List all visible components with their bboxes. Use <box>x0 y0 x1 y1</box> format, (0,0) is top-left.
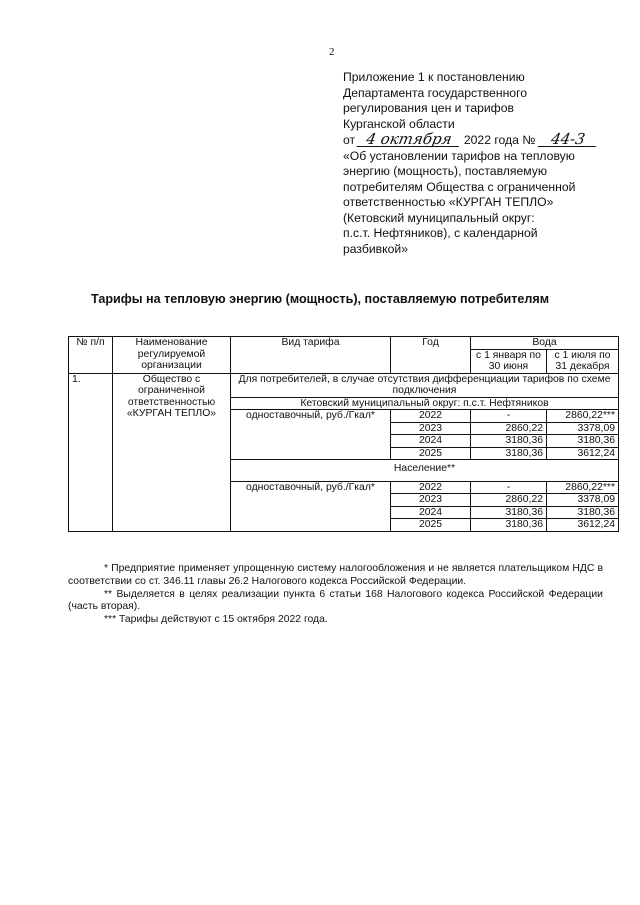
section-population: Население** <box>231 460 619 482</box>
footnotes <box>68 563 603 627</box>
header-tariff-type: Вид тарифа <box>231 337 391 374</box>
appendix-date-line <box>343 132 603 149</box>
year-cell: 2022 <box>391 481 471 494</box>
appendix-line: Приложение 1 к постановлению <box>343 70 525 84</box>
value-cell: 2860,22*** <box>547 410 619 423</box>
footnote: * Предприятие применяет упрощенную систему налогообложения и не является плательщиком НДС в соответствии со ст. 346.11 главы 26.2 Налогового кодекса Российской Федерации. <box>68 563 603 587</box>
header-half-1: с 1 января по 30 июня <box>471 349 547 373</box>
value-cell: 3180,36 <box>471 519 547 532</box>
value-cell: 3180,36 <box>547 435 619 448</box>
appendix-line: Курганской области <box>343 116 455 131</box>
subject-line: энергию (мощность), поставляемую <box>343 164 548 178</box>
date-suffix: 2022 года № <box>463 133 536 147</box>
value-cell: 3612,24 <box>547 519 619 532</box>
value-cell: 3378,09 <box>547 494 619 507</box>
tariff-label: одноставочный, руб./Гкал* <box>231 481 391 531</box>
footnote: ** Выделяется в целях реализации пункта 6 статьи 168 Налогового кодекса Российской Федерации (часть вторая). <box>68 588 603 613</box>
org-name: Общество с ограниченной ответственностью «КУРГАН ТЕПЛО» <box>113 373 231 531</box>
value-cell: 3180,36 <box>547 506 619 519</box>
year-cell: 2023 <box>391 422 471 435</box>
table-title: Тарифы на тепловую энергию (мощность), поставляемую потребителям <box>90 292 550 306</box>
section-consumers: Для потребителей, в случае отсутствия дифференциации тарифов по схеме подключения <box>231 373 619 397</box>
value-cell: 3180,36 <box>471 506 547 519</box>
year-cell: 2023 <box>391 494 471 507</box>
year-cell: 2024 <box>391 435 471 448</box>
value-cell: 3378,09 <box>547 422 619 435</box>
value-cell: 2860,22*** <box>547 481 619 494</box>
year-cell: 2024 <box>391 506 471 519</box>
value-cell: 3612,24 <box>547 447 619 460</box>
table-row <box>69 373 619 397</box>
header-org: Наименование регулируемой организации <box>113 337 231 374</box>
value-cell: 2860,22 <box>471 422 547 435</box>
value-cell: 2860,22 <box>471 494 547 507</box>
footnote: *** Тарифы действуют с 15 октября 2022 года. <box>104 614 328 626</box>
value-cell: 3180,36 <box>471 447 547 460</box>
value-cell: - <box>471 410 547 423</box>
section-district: Кетовский муниципальный округ: п.с.т. Нефтяников <box>231 397 619 410</box>
year-cell: 2022 <box>391 410 471 423</box>
header-half-2: с 1 июля по 31 декабря <box>547 349 619 373</box>
value-cell: 3180,36 <box>471 435 547 448</box>
appendix-block <box>343 70 603 257</box>
handwritten-number: 44-3 <box>537 132 598 147</box>
date-prefix: от <box>343 133 356 147</box>
header-num: № п/п <box>69 337 113 374</box>
year-cell: 2025 <box>391 447 471 460</box>
header-water: Вода <box>471 337 619 350</box>
appendix-line: Департамента государственного <box>343 85 528 100</box>
handwritten-date: 4 октября <box>357 132 462 147</box>
subject-line: «Об установлении тарифов на тепловую <box>343 148 575 163</box>
subject-line: ответственностью «КУРГАН ТЕПЛО» <box>343 195 554 209</box>
tariff-label: одноставочный, руб./Гкал* <box>231 410 391 460</box>
year-cell: 2025 <box>391 519 471 532</box>
value-cell: - <box>471 481 547 494</box>
subject-line: разбивкой» <box>343 241 408 256</box>
subject-line: п.с.т. Нефтяников), с календарной <box>343 226 538 240</box>
row-number: 1. <box>69 373 113 531</box>
table-header-row <box>69 337 619 350</box>
subject-line: (Кетовский муниципальный округ: <box>343 210 535 225</box>
tariff-table <box>68 336 619 532</box>
page-number: 2 <box>329 46 335 58</box>
header-year: Год <box>391 337 471 374</box>
appendix-line: регулирования цен и тарифов <box>343 101 514 115</box>
subject-line: потребителям Общества с ограниченной <box>343 179 576 194</box>
